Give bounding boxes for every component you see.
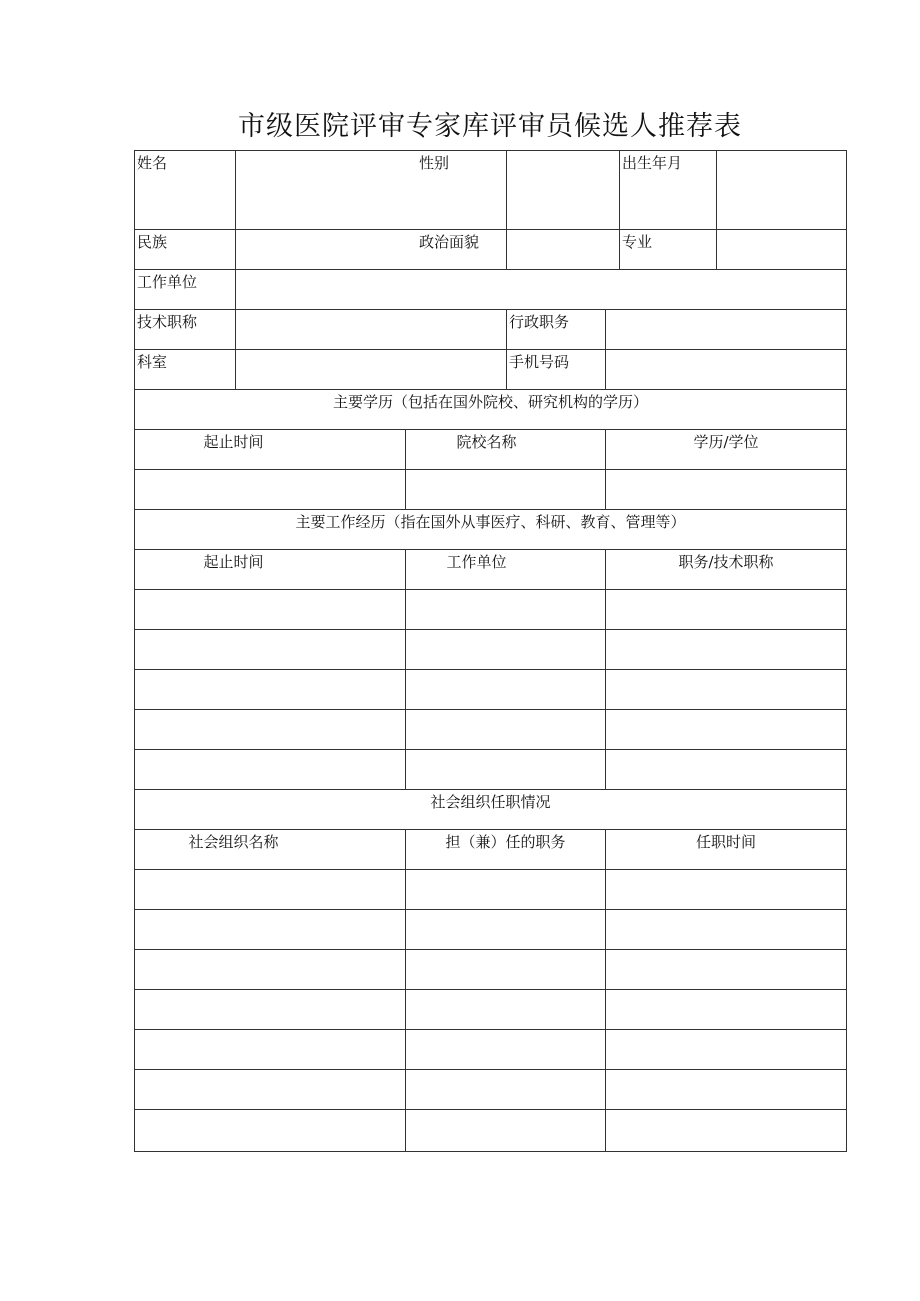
work-period-cell[interactable] (135, 750, 406, 790)
social-col-period: 任职时间 (606, 830, 847, 870)
phone-label: 手机号码 (507, 350, 606, 390)
work-heading: 主要工作经历（指在国外从事医疗、科研、教育、管理等） (135, 510, 847, 550)
gender-value[interactable] (507, 151, 620, 230)
social-row (135, 870, 847, 910)
social-period-cell[interactable] (606, 910, 847, 950)
social-org-cell[interactable] (135, 1070, 406, 1110)
social-period-cell[interactable] (606, 950, 847, 990)
social-org-cell[interactable] (135, 870, 406, 910)
social-col-org: 社会组织名称 (135, 830, 406, 870)
gender-label: 性别 (419, 154, 450, 172)
work-row (135, 630, 847, 670)
social-row (135, 950, 847, 990)
major-label: 专业 (620, 230, 717, 270)
social-org-cell[interactable] (135, 910, 406, 950)
work-row (135, 750, 847, 790)
education-period-cell[interactable] (135, 470, 406, 510)
social-heading: 社会组织任职情况 (135, 790, 847, 830)
work-unit-cell[interactable] (406, 630, 606, 670)
birth-label: 出生年月 (620, 151, 717, 230)
social-row (135, 990, 847, 1030)
social-period-cell[interactable] (606, 1110, 847, 1152)
work-title-cell[interactable] (606, 750, 847, 790)
recommendation-form (134, 150, 847, 1152)
tech-title-value[interactable] (236, 310, 507, 350)
admin-post-value[interactable] (606, 310, 847, 350)
social-role-cell[interactable] (406, 950, 606, 990)
employer-label: 工作单位 (135, 270, 236, 310)
education-col-degree: 学历/学位 (606, 430, 847, 470)
social-role-cell[interactable] (406, 1070, 606, 1110)
social-row (135, 1070, 847, 1110)
social-col-role: 担（兼）任的职务 (406, 830, 606, 870)
name-gender-cell[interactable] (236, 151, 507, 230)
work-col-period: 起止时间 (135, 550, 406, 590)
work-col-title: 职务/技术职称 (606, 550, 847, 590)
tech-title-label: 技术职称 (135, 310, 236, 350)
work-row (135, 670, 847, 710)
education-col-school: 院校名称 (406, 430, 606, 470)
social-row (135, 1030, 847, 1070)
social-period-cell[interactable] (606, 870, 847, 910)
work-period-cell[interactable] (135, 630, 406, 670)
social-org-cell[interactable] (135, 1030, 406, 1070)
social-row (135, 1110, 847, 1152)
name-label: 姓名 (135, 151, 236, 230)
department-label: 科室 (135, 350, 236, 390)
social-period-cell[interactable] (606, 1070, 847, 1110)
political-label: 政治面貌 (419, 233, 480, 251)
education-degree-cell[interactable] (606, 470, 847, 510)
social-row (135, 910, 847, 950)
work-period-cell[interactable] (135, 670, 406, 710)
work-col-unit: 工作单位 (406, 550, 606, 590)
work-title-cell[interactable] (606, 630, 847, 670)
social-role-cell[interactable] (406, 1030, 606, 1070)
political-value[interactable] (507, 230, 620, 270)
work-period-cell[interactable] (135, 590, 406, 630)
social-org-cell[interactable] (135, 950, 406, 990)
social-role-cell[interactable] (406, 990, 606, 1030)
work-period-cell[interactable] (135, 710, 406, 750)
work-title-cell[interactable] (606, 710, 847, 750)
work-row (135, 590, 847, 630)
education-heading: 主要学历（包括在国外院校、研究机构的学历） (135, 390, 847, 430)
work-unit-cell[interactable] (406, 750, 606, 790)
work-unit-cell[interactable] (406, 670, 606, 710)
work-unit-cell[interactable] (406, 710, 606, 750)
education-school-cell[interactable] (406, 470, 606, 510)
work-unit-cell[interactable] (406, 590, 606, 630)
social-period-cell[interactable] (606, 1030, 847, 1070)
work-row (135, 710, 847, 750)
ethnicity-label: 民族 (135, 230, 236, 270)
education-col-period: 起止时间 (135, 430, 406, 470)
social-period-cell[interactable] (606, 990, 847, 1030)
employer-value[interactable] (236, 270, 847, 310)
work-title-cell[interactable] (606, 670, 847, 710)
social-org-cell[interactable] (135, 990, 406, 1030)
department-value[interactable] (236, 350, 507, 390)
form-title: 市级医院评审专家库评审员候选人推荐表 (238, 111, 742, 142)
ethnicity-political-cell[interactable] (236, 230, 507, 270)
admin-post-label: 行政职务 (507, 310, 606, 350)
education-row (135, 470, 847, 510)
major-value[interactable] (717, 230, 847, 270)
social-org-cell[interactable] (135, 1110, 406, 1152)
social-role-cell[interactable] (406, 1110, 606, 1152)
social-role-cell[interactable] (406, 910, 606, 950)
social-role-cell[interactable] (406, 870, 606, 910)
phone-value[interactable] (606, 350, 847, 390)
work-title-cell[interactable] (606, 590, 847, 630)
birth-value[interactable] (717, 151, 847, 230)
